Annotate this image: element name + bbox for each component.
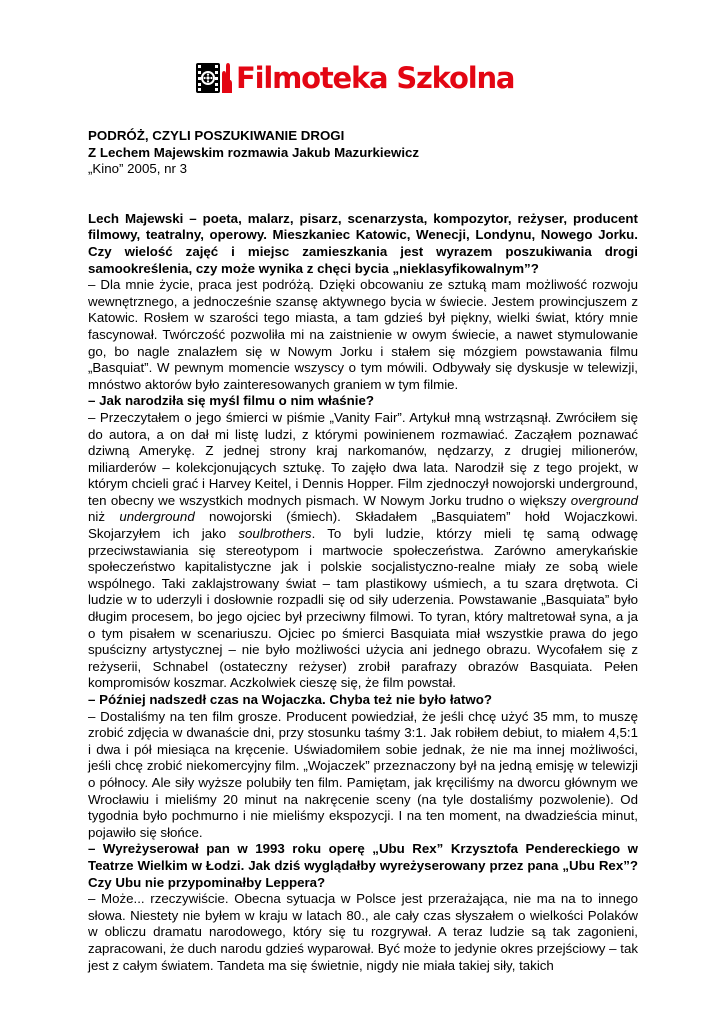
article-body [88,211,638,974]
answer-paragraph: – Może... rzeczywiście. Obecna sytuacja w Polsce jest przerażająca, nie ma na to innego słowa. Niestety nie byłem w kraju w latach 80., ale cały czas słyszałem o wielkości Polaków w obliczu dramatu narodowego, który się tu rozgrywał. A teraz ludzie są tak zagonieni, zapracowani, że duch narodu gdzieś wyparował. Być może to jedynie okres przejściowy – tak jest z całym światem. Tandeta ma się świetnie, nigdy nie miała takiej siły, takich [88,891,638,973]
answer-paragraph [88,410,638,692]
answer-text: – Przeczytałem o jego śmierci w piśmie „Vanity Fair”. Artykuł mną wstrząsnął. Zwróciłem się do autora, a on dał mi listę ludzi, z którymi powinienem rozmawiać. Zacząłem poznawać dziwną Amerykę. Z jednej strony kraj narkomanów, nędzarzy, z drugiej milionerów, miliarderów – kolekcjonujących sztukę. To zajęło dwa lata. Narodził się z tego projekt, w którym chcieli grać i Harvey Keitel, i Dennis Hopper. Film zjednoczył nowojorski underground, ten obecny we wszystkich modnych pismach. W Nowym Jorku trudno o większy [88,409,638,508]
filmoteka-szkolna-logo [194,60,534,96]
article-title: PODRÓŻ, CZYLI POSZUKIWANIE DROGI [88,128,345,143]
logo-text: Filmoteka Szkolna [236,61,515,95]
answer-text: . To byli ludzie, którzy mieli tę samą odwagę przeciwstawiania się stereotypom i martwocie społeczeństwa. Zarówno amerykańskie społeczeństwo kapitalistyczne jak i polskie socjalistyczno-realne miały ze sobą wiele wspólnego. Taki zaklajstrowany świat – tam plastikowy uśmiech, a tu szara drętwota. Ci ludzie w to uderzyli i dosłownie rozpadli się od siły uderzenia. Powstawanie „Basquiata” było długim procesem, bo jego ojciec był przeciwny filmowi. To tyran, który maltretował syna, a ja o tym pisałem w scenariuszu. Ojciec po śmierci Basquiata miał wszystkie prawa do jego spuścizny artystycznej – nie było możliwości użycia ani jednego obrazu. Wycofałem się z reżyserii, Schnabel (ostateczny reżyser) zrobił parafrazy obrazów Basquiata. Pełen kompromisów koszmar. Aczkolwiek cieszę się, że film powstał. [88,526,638,691]
interview-question: – Wyreżyserował pan w 1993 roku operę „Ubu Rex” Krzysztofa Pendereckiego w Teatrze Wielkim w Łodzi. Jak dziś wyglądałby wyreżyserowany przez pana „Ubu Rex”? Czy Ubu nie przypominałby Leppera? [88,841,638,890]
film-reel-hand-icon [194,60,234,96]
answer-text: nowojorski (śmiech). Składałem „Basquiatem” hołd Wojaczkowi. Skojarzyłem ich jako [88,509,638,542]
interview-question: – Jak narodziła się myśl filmu o nim właśnie? [88,393,374,409]
document-page [88,128,638,974]
interview-question: – Później nadszedł czas na Wojaczka. Chyba też nie było łatwo? [88,692,492,707]
intro-question: Lech Majewski – poeta, malarz, pisarz, scenarzysta, kompozytor, reżyser, producent filmowy, teatralny, operowy. Mieszkaniec Katowic, Wenecji, Londynu, Nowego Jorku. Czy wielość zajęć i miejsc zamieszkania jest wyrazem poszukiwania drogi samookreślenia, czy może wynika z chęci bycia „nieklasyfikowalnym”? [88,210,638,276]
answer-text: niż [88,509,120,525]
article-source: „Kino” 2005, nr 3 [88,161,188,177]
article-header [88,128,638,178]
emphasis-underground: underground [119,509,195,525]
emphasis-overground: overground [570,492,638,508]
answer-paragraph: – Dostaliśmy na ten film grosze. Producent powiedział, że jeśli chcę użyć 35 mm, to muszę zrobić zdjęcia w dwanaście dni, przy stosunku taśmy 3:1. Jak robiłem debiut, to miałem 4,5:1 i dwa i pół miesiąca na kręcenie. Uświadomiłem sobie jednak, że nie ma innej możliwości, jeśli chcę zrobić niekomercyjny film. „Wojaczek” przeznaczony był na jedną emisję w telewizji o północy. Ale siły wyższe polubiły ten film. Pamiętam, jak kręciliśmy na dworcu głównym we Wrocławiu i mieliśmy 20 minut na nakręcenie sceny (na tyle dostaliśmy pozwolenie). Od tygodnia było pochmurno i nie mieliśmy ekspozycji. I na ten moment, na dwadzieścia minut, pojawiło się słońce. [88,708,638,840]
answer-paragraph: – Dla mnie życie, praca jest podróżą. Dzięki obcowaniu ze sztuką mam możliwość rozwoju wewnętrznego, a jednocześnie szansę aktywnego bycia w świecie. Jestem prowincjuszem z Katowic. Rosłem w szarości tego miasta, a tam gdzieś był piękny, wielki świat, który mnie fascynował. Twórczość pozwoliła mi na zaistnienie w owym świecie, a nawet stymulowanie go, bo nagle znalazłem się w Nowym Jorku i stałem się mózgiem powstawania filmu „Basquiat”. W pewnym momencie wszyscy o tym mówili. Odbywały się dyskusje w telewizji, mnóstwo aktorów było zainteresowanych graniem w tym filmie. [88,277,638,392]
article-byline: Z Lechem Majewskim rozmawia Jakub Mazurkiewicz [88,144,420,160]
emphasis-soulbrothers: soulbrothers [238,526,312,542]
